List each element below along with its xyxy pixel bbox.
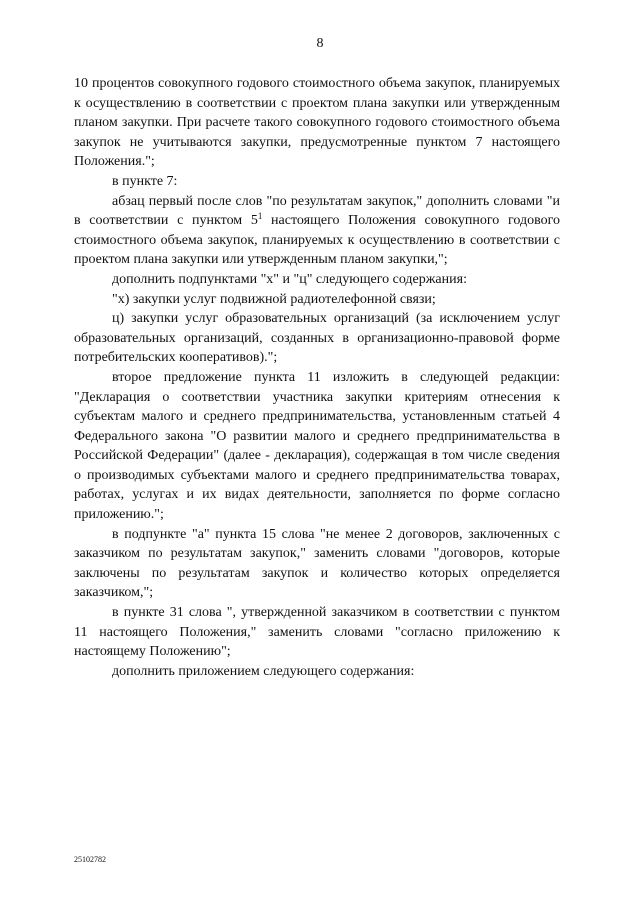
paragraph-text: настоящего Положения совокупного годового стоимостного объема закупок, планируемых к осуществлению в соответствии с проектом плана закупки или утвержденным планом закупки,"; [74,213,560,268]
superscript: 1 [257,211,263,222]
document-code: 25102782 [74,855,106,864]
paragraph: в пункте 31 слова ", утвержденной заказчиком в соответствии с пунктом 11 настоящего Положения," заменить словами "согласно приложению к настоящему Положению"; [74,605,560,660]
paragraph: в пункте 7: [112,173,178,189]
paragraph: в подпункте "а" пункта 15 слова "не менее 2 договоров, заключенных с заказчиком по результатам закупок," заменить словами "договоров, которые заключены по результатам закупок и количество которых определяется заказчиком,"; [74,526,560,601]
paragraph-text: абзац первый после слов "по результатам закупок," дополнить словами "и в соответствии с пунктом 5 [74,193,560,229]
paragraph: дополнить подпунктами "х" и "ц" следующего содержания: [112,271,467,287]
paragraph: "х) закупки услуг подвижной радиотелефонной связи; [112,291,436,307]
page-number: 8 [316,36,324,51]
paragraph: второе предложение пункта 11 изложить в следующей редакции: "Декларация о соответствии участника закупки критериям отнесения к субъектам малого и среднего предпринимательства, установленным статьей 4 Федерального закона "О развитии малого и среднего предпринимательства в Российской Федерации" (далее - декларация), содержащая в том числе сведения о производимых субъектами малого и среднего предпринимательства товарах, работах, услугах и их видах деятельности, заполняется по форме согласно приложению."; [74,369,560,523]
paragraph: ц) закупки услуг образовательных организаций (за исключением услуг образовательных организаций, созданных в организационно-правовой форме потребительских кооперативов)."; [74,311,560,366]
paragraph: 10 процентов совокупного годового стоимостного объема закупок, планируемых к осуществлению в соответствии с проектом плана закупки или утвержденным планом закупки. При расчете такого совокупного годового стоимостного объема закупок не учитываются закупки, предусмотренные пунктом 7 настоящего Положения."; [74,76,560,170]
paragraph: дополнить приложением следующего содержания: [112,663,415,679]
paragraph [74,192,560,270]
document-body [74,74,560,681]
